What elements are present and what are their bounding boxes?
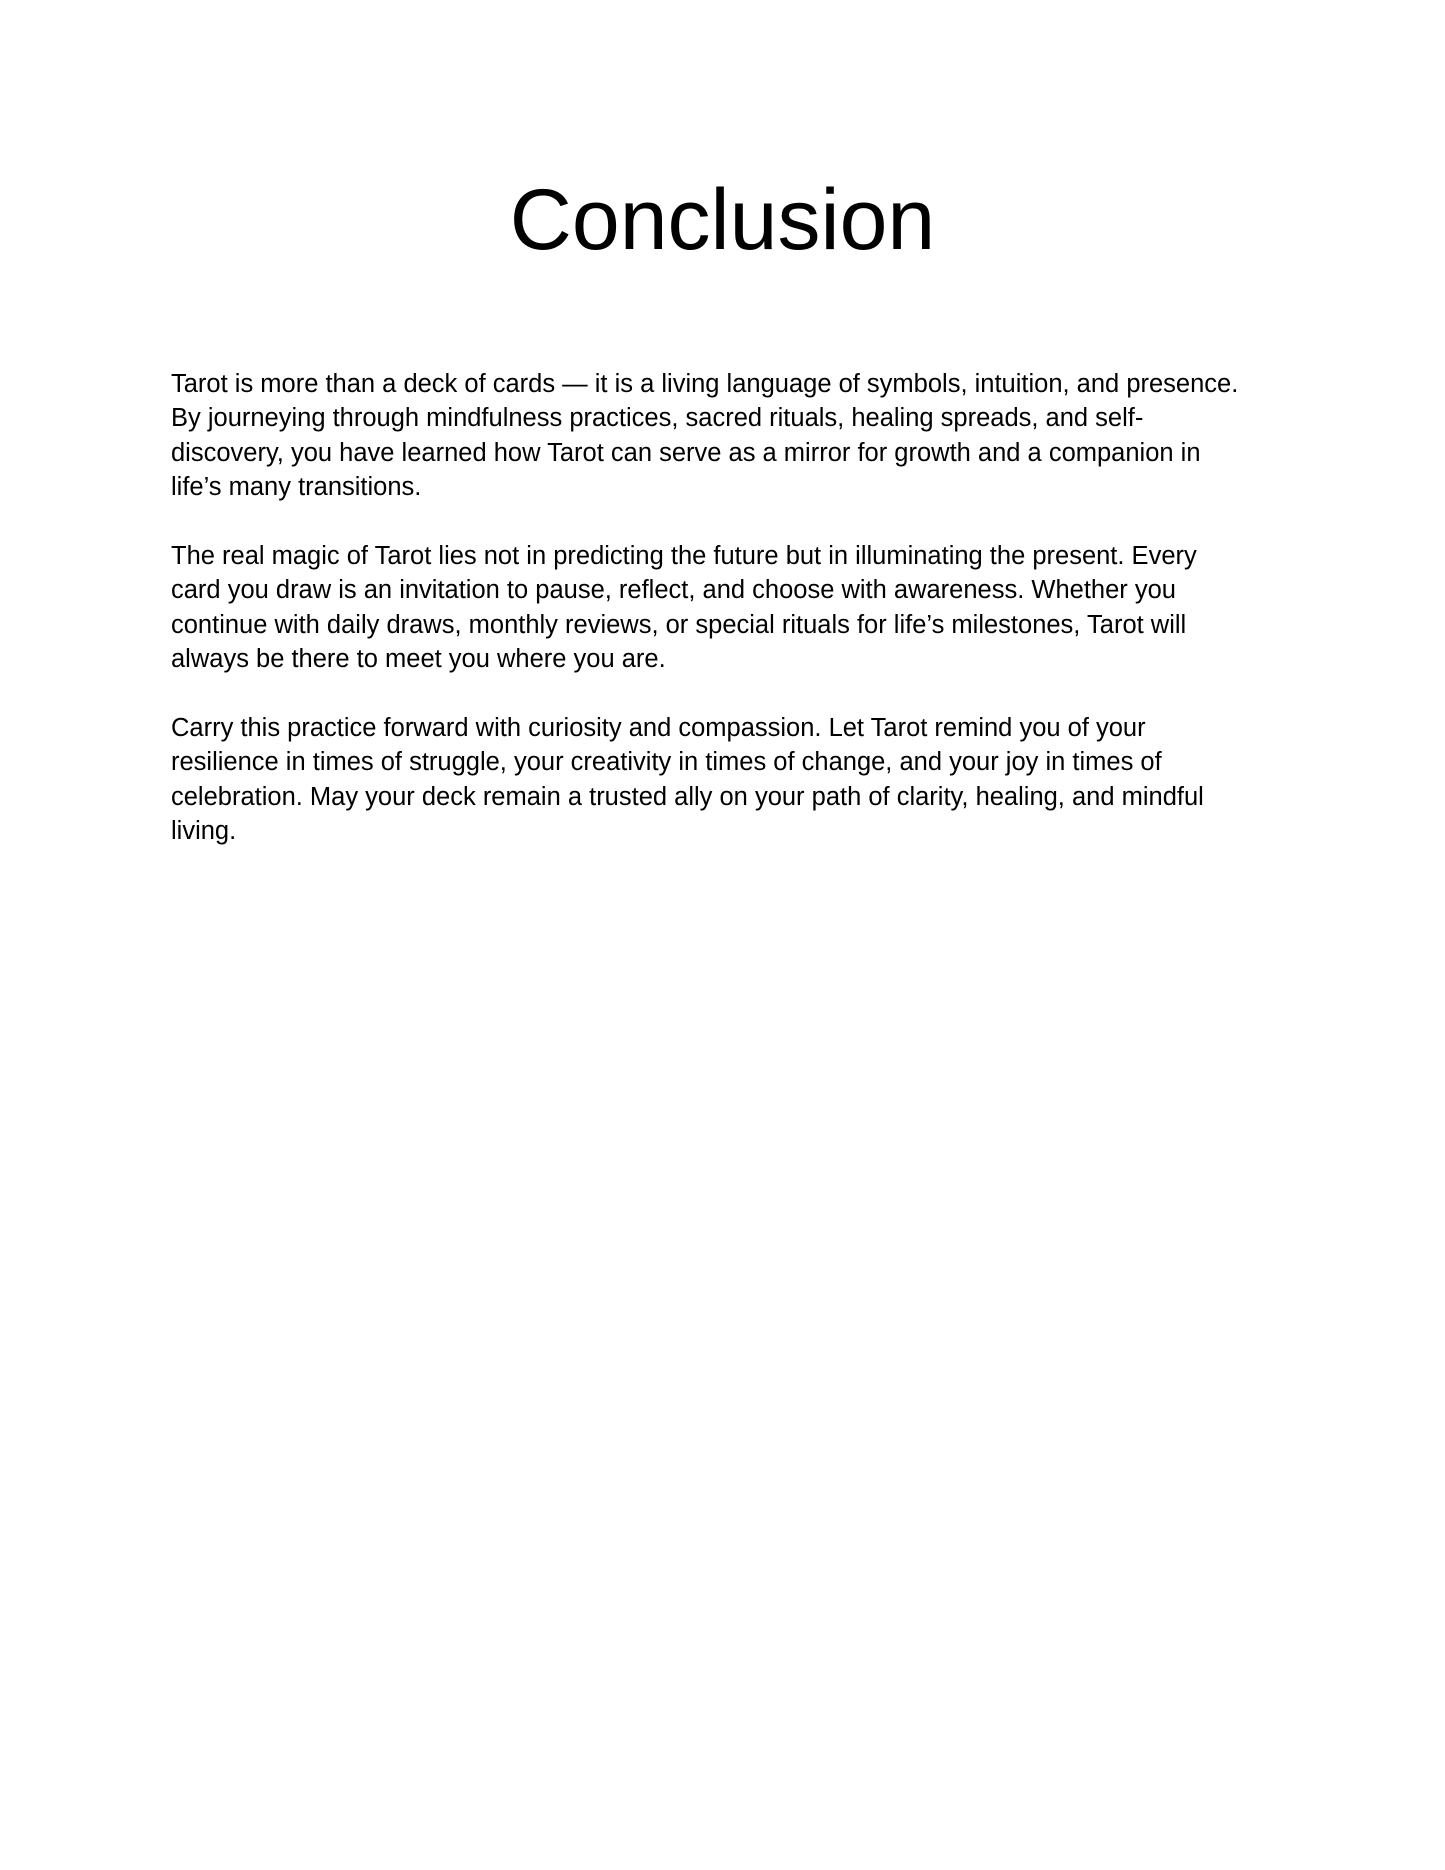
paragraph-line: continue with daily draws, monthly reviews, or special rituals for life’s milestones, Tarot will [171, 610, 1187, 639]
paragraph-line: discovery, you have learned how Tarot can serve as a mirror for growth and a companion in [171, 438, 1201, 467]
paragraph-line: Carry this practice forward with curiosity and compassion. Let Tarot remind you of your [171, 714, 1146, 743]
paragraph-line: Tarot is more than a deck of cards — it is a living language of symbols, intuition, and presence. [171, 370, 1239, 398]
paragraph-3 [171, 711, 1281, 849]
paragraph-2 [171, 539, 1281, 677]
paragraph-1 [171, 367, 1281, 505]
paragraph-line: resilience in times of struggle, your creativity in times of change, and your joy in times of [171, 748, 1162, 777]
paragraph-line: always be there to meet you where you are. [171, 645, 666, 674]
page-title: Conclusion [509, 172, 936, 268]
paragraph-line: living. [171, 817, 237, 846]
paragraph-line: By journeying through mindfulness practices, sacred rituals, healing spreads, and self- [171, 404, 1144, 433]
paragraph-line: celebration. May your deck remain a trusted ally on your path of clarity, healing, and mindful [171, 782, 1204, 811]
paragraph-line: life’s many transitions. [171, 473, 422, 502]
paragraph-line: The real magic of Tarot lies not in predicting the future but in illuminating the present. Every [171, 542, 1197, 571]
paragraph-line: card you draw is an invitation to pause, reflect, and choose with awareness. Whether you [171, 576, 1176, 605]
body-text [171, 367, 1281, 883]
